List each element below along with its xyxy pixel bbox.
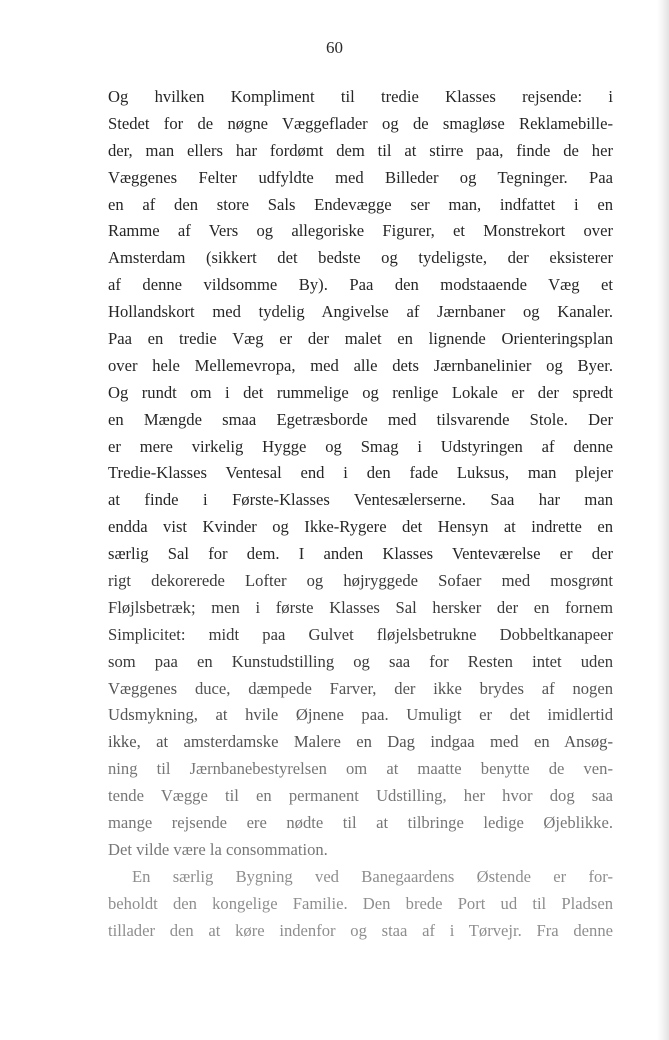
text-line: ning til Jærnbanebestyrelsen om at maatte benytte de ven- xyxy=(108,759,613,779)
text-line: Stedet for de nøgne Væggeflader og de smagløse Reklamebille- xyxy=(108,113,613,133)
text-line: tende Vægge til en permanent Udstilling, her hvor dog saa xyxy=(108,786,613,806)
text-line: Væggenes duce, dæmpede Farver, der ikke brydes af nogen xyxy=(108,678,613,698)
text-line: af denne vildsomme By). Paa den modstaaende Væg et xyxy=(108,275,613,295)
text-line: mange rejsende ere nødte til at tilbringe ledige Øjeblikke. xyxy=(108,813,613,833)
text-line: Udsmykning, at hvile Øjnene paa. Umuligt er det imidlertid xyxy=(108,705,613,725)
text-line: tillader den at køre indenfor og staa af i Tørvejr. Fra denne xyxy=(108,920,613,940)
text-line: beholdt den kongelige Familie. Den brede Port ud til Pladsen xyxy=(108,893,613,913)
text-line: rigt dekorerede Lofter og højryggede Sofaer med mosgrønt xyxy=(108,571,613,591)
text-line: Ramme af Vers og allegoriske Figurer, et Monstrekort over xyxy=(108,221,613,241)
text-line: over hele Mellemevropa, med alle dets Jærnbanelinier og Byer. xyxy=(108,355,613,375)
text-line: Og rundt om i det rummelige og renlige Lokale er der spredt xyxy=(108,382,613,402)
text-line: Tredie-Klasses Ventesal end i den fade Luksus, man plejer xyxy=(108,463,613,483)
text-line: Amsterdam (sikkert det bedste og tydeligste, der eksisterer xyxy=(108,248,613,268)
text-line: særlig Sal for dem. I anden Klasses Venteværelse er der xyxy=(108,544,613,564)
page-edge-shadow xyxy=(657,0,669,1040)
text-line: Paa en tredie Væg er der malet en lignende Orienteringsplan xyxy=(108,329,613,349)
body-text xyxy=(108,84,613,945)
text-line: Væggenes Felter udfyldte med Billeder og Tegninger. Paa xyxy=(108,167,613,187)
text-line: Hollandskort med tydelig Angivelse af Jærnbaner og Kanaler. xyxy=(108,302,613,322)
text-line: Fløjlsbetræk; men i første Klasses Sal hersker der en fornem xyxy=(108,597,613,617)
text-line: der, man ellers har fordømt dem til at stirre paa, finde de her xyxy=(108,140,613,160)
text-line: at finde i Første-Klasses Ventesælerserne. Saa har man xyxy=(108,490,613,510)
text-line: endda vist Kvinder og Ikke-Rygere det Hensyn at indrette en xyxy=(108,517,613,537)
text-line: ikke, at amsterdamske Malere en Dag indgaa med en Ansøg- xyxy=(108,732,613,752)
text-line: Det vilde være la consommation. xyxy=(108,839,328,859)
text-line: er mere virkelig Hygge og Smag i Udstyringen af denne xyxy=(108,436,613,456)
text-line: som paa en Kunstudstilling og saa for Resten intet uden xyxy=(108,651,613,671)
text-line: Og hvilken Kompliment til tredie Klasses rejsende: i xyxy=(108,87,613,106)
text-line: Simplicitet: midt paa Gulvet fløjelsbetrukne Dobbeltkanapeer xyxy=(108,624,613,644)
text-line: En særlig Bygning ved Banegaardens Østende er for- xyxy=(132,866,613,886)
page-number: 60 xyxy=(326,38,343,57)
text-line: en Mængde smaa Egetræsborde med tilsvarende Stole. Der xyxy=(108,409,613,429)
text-line: en af den store Sals Endevægge ser man, indfattet i en xyxy=(108,194,613,214)
